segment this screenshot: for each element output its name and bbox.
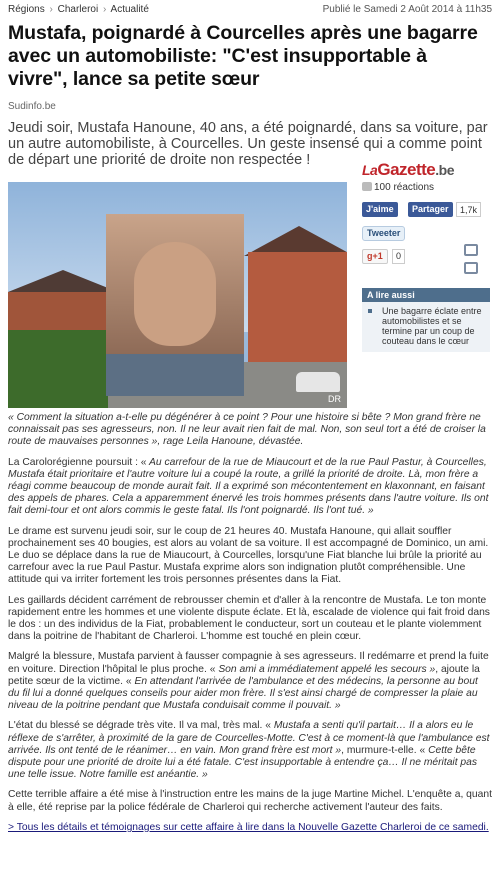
quote-run: Son ami a immédiatement appelé les secours » (215, 663, 436, 675)
photo-hedge (8, 330, 108, 408)
bullet-icon (368, 309, 372, 313)
article-body (8, 412, 492, 842)
breadcrumb-separator: › (102, 4, 107, 15)
breadcrumb (8, 4, 149, 15)
photo-credit: DR (328, 394, 341, 404)
facebook-like-button[interactable]: J'aime (362, 202, 398, 217)
paragraph (8, 651, 492, 712)
portrait-shirt (106, 354, 244, 396)
share-count: 1,7k (456, 202, 481, 217)
paragraph: Le drame est survenu jeudi soir, sur le coup de 21 heures 40. Mustafa Hanoune, qui allait souffler prochainement ses 40 bougies, est alors au volant de sa voiture. Il est accompagné de Dominico, un ami. Le duo se déplace dans la rue de Miaucourt, à Courcelles, lorsqu'une Fiat blanche lui brûle la priorité au carrefour avec la rue Paul Pastur. Mustafa exprime alors son indignation plutôt compréhensible. Une attitude qui va irriter fortement les trois personnes présentes dans la Fiat. (8, 525, 489, 586)
quote-run: En attendant l'arrivée de l'ambulance et des médecins, la personne au bout du fil lui a donné quelques conseils pour aider mon frère. Il s'est ainsi chargé de compresser la plaie au niveau de la poitrine pendant que Mustafa conduisait comme il pouvait. » (8, 675, 478, 712)
reactions-count: 100 réactions (374, 182, 435, 193)
text-run: La Carolorégienne poursuit : « (8, 456, 147, 468)
quote-run: Cette bête dispute pour une priorité de droite lui a été fatale. C'est insupportable à entendre ça… Il ne méritait pas une telle issue. Notre famille est anéantie. » (8, 744, 478, 781)
breadcrumb-item-actualite[interactable]: Actualité (110, 4, 149, 15)
print-icon[interactable] (464, 262, 478, 274)
paragraph: « Comment la situation a-t-elle pu dégénérer à ce point ? Pour une histoire si bête ? Mon grand frère ne connaissait pas ses agresseurs, non. Il ne leur avait rien fait de mal. Non, son seul tort a été de croiser la route de mauvaises personnes », rage Leila Hanoune, dévastée. (8, 412, 486, 448)
logo-tld: .be (435, 162, 454, 178)
photo-car (296, 372, 340, 392)
article-source: Sudinfo.be (8, 101, 56, 112)
article-tools (464, 244, 480, 280)
quote-run: Mustafa a senti qu'il partait… Il a alors eu le réflexe de s'arrêter, à proximité de la gare de Courcelles-Motte. C'est à ce moment-là que l'ambulance est arrivée. Ils ont tenté de le réanimer… en vain. Mon grand frère est mort » (8, 720, 490, 756)
read-also-box (362, 302, 490, 352)
quote-run: Au carrefour de la rue de Miaucourt et de la rue Paul Pastur, à Courcelles, Mustafa était prioritaire et l'autre voiture lui a coupé la route, a grillé la priorité de droite. Là, mon frère a réagi comme beaucoup de monde aurait fait. Il a exprimé son mécontentement en klaxonnant, en faisant des appels de phares. Cela a apparemment énervé les trois hommes présents dans l'autre voiture. Ils ont fait demi-tour et ont alors commis le geste fatal. Ils l'ont poignardé. Ils l'ont tué. » (8, 456, 489, 517)
text-run: , murmure-t-elle. « (341, 744, 426, 756)
text-run: , ajoute la petite sœur de la victime. « (8, 663, 480, 687)
paragraph: Cette terrible affaire a été mise à l'instruction entre les mains de la juge Martine Michel. L'enquête a, quant à elle, été reprise par la police fédérale de Charleroi qui recherche activement l'auteur des faits. (8, 789, 492, 813)
article-lead: Jeudi soir, Mustafa Hanoune, 40 ans, a été poignardé, dans sa voiture, par un autre automobiliste, à Courcelles. Un geste insensé qui a comme point de départ une priorité de droite non respectée ! (8, 120, 488, 168)
text-run: L'état du blessé se dégrade très vite. Il va mal, très mal. « (8, 720, 271, 732)
paragraph (8, 457, 492, 518)
article-title: Mustafa, poignardé à Courcelles après une bagarre avec un automobiliste: "C'est insupportable à vivre", lance sa petite sœur (8, 22, 478, 90)
gplus-count: 0 (392, 249, 405, 264)
read-also-link[interactable]: Une bagarre éclate entre automobilistes et se termine par un coup de couteau dans le cœur (382, 306, 482, 346)
comment-icon (362, 182, 372, 191)
more-details-link[interactable]: > Tous les détails et témoignages sur cette affaire à lire dans la Nouvelle Gazette Charleroi de ce samedi. (8, 821, 489, 833)
text-run: Malgré la blessure, Mustafa parvient à fausser compagnie à ses agresseurs. Il redémarre et prend la fuite en voiture. Direction l'hôpital le plus proche. « (8, 651, 489, 675)
logo-gazette: Gazette (377, 160, 436, 179)
publish-date: Publié le Samedi 2 Août 2014 à 11h35 (322, 4, 492, 15)
breadcrumb-item-regions[interactable]: Régions (8, 4, 45, 15)
gplus-button[interactable]: g+1 (362, 249, 388, 264)
paragraph (8, 822, 492, 834)
article-photo[interactable] (8, 182, 347, 408)
portrait-face (134, 242, 216, 346)
breadcrumb-item-charleroi[interactable]: Charleroi (57, 4, 99, 15)
paragraph: Les gaillards décident carrément de rebrousser chemin et d'aller à la rencontre de Mustafa. Le ton monte rapidement entre les hommes et une violente dispute éclate. Et là, escalade de violence qui fait froid dans le dos : un des individus de la Fiat, probablement le conducteur, sort un couteau et le plante violemment dans la poitrine de l'habitant de Charleroi. L'homme est touché en plein cœur. (8, 594, 490, 643)
facebook-share-button[interactable]: Partager (408, 202, 453, 217)
reactions-link[interactable] (362, 182, 434, 193)
portrait-inset (106, 214, 244, 396)
paragraph (8, 720, 492, 781)
read-also-title: A lire aussi (362, 288, 490, 302)
top-bar (8, 4, 492, 18)
logo-la: La (362, 162, 378, 178)
lagazette-logo[interactable] (362, 160, 454, 180)
tweet-button[interactable]: Tweeter (362, 226, 405, 241)
breadcrumb-separator: › (49, 4, 53, 15)
resize-text-icon[interactable] (464, 244, 478, 256)
